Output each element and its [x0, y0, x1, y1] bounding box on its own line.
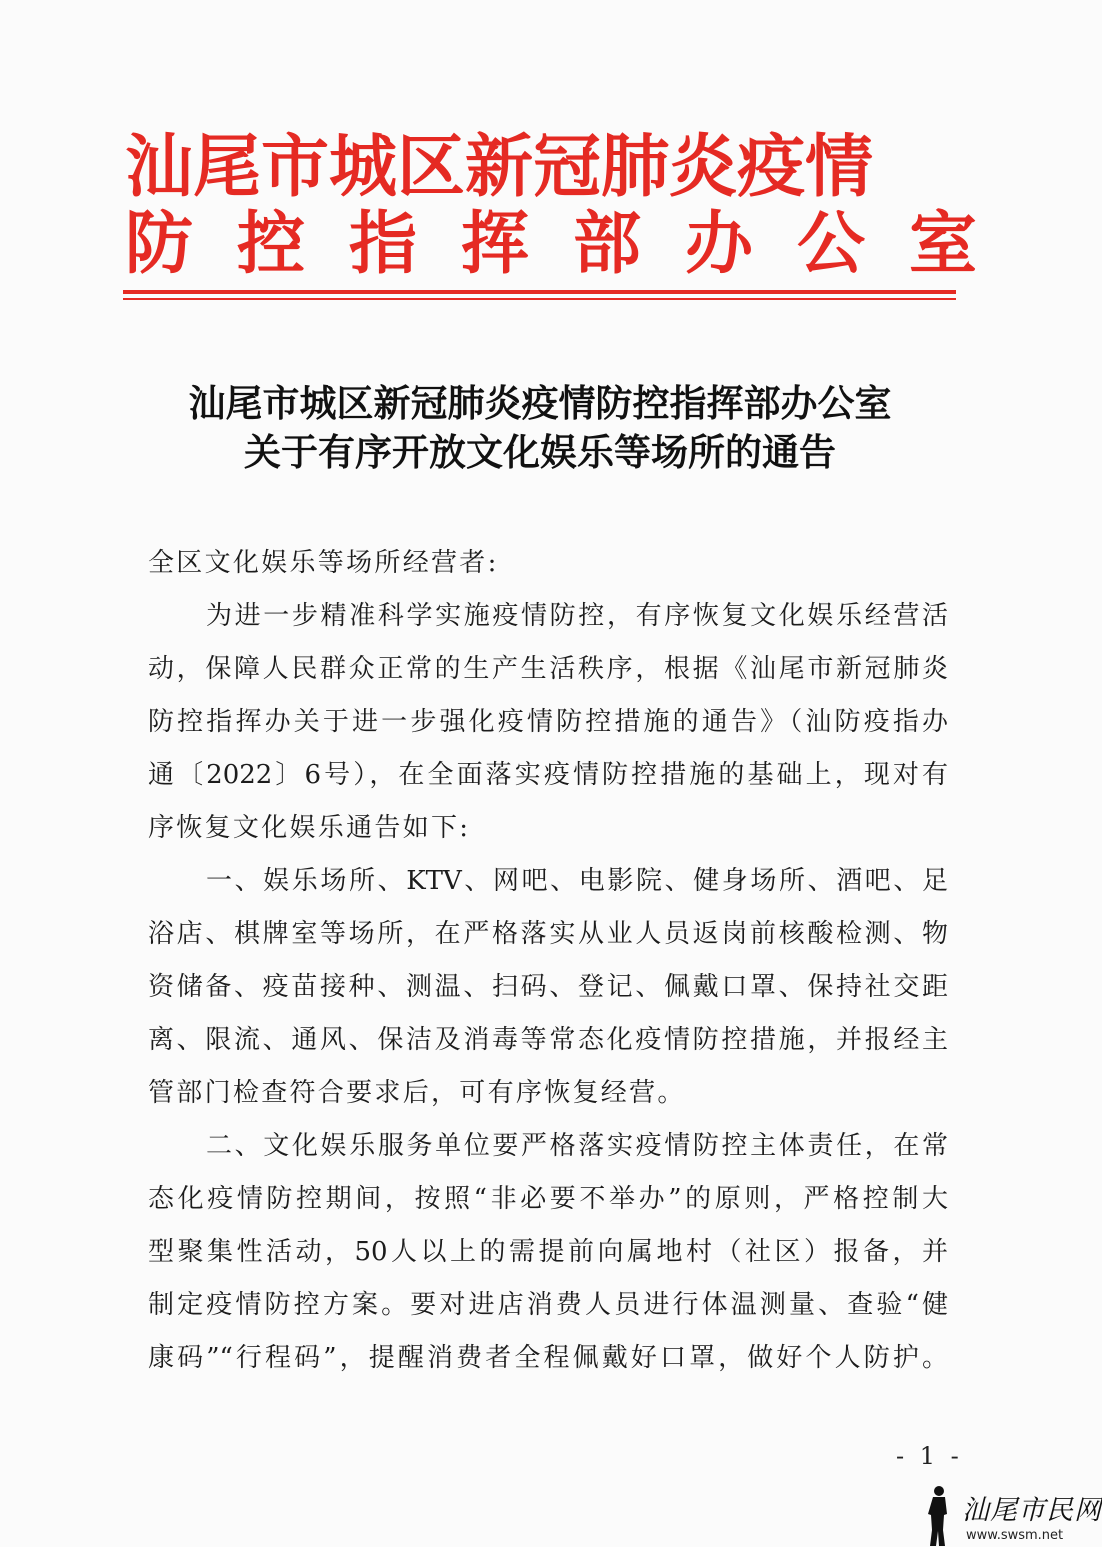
body-line: 型聚集性活动，50人以上的需提前向属地村（社区）报备，并 [148, 1237, 948, 1267]
issuer-header-line-2: 防控指挥部办公室 [125, 204, 1022, 284]
body-line: 二、文化娱乐服务单位要严格落实疫情防控主体责任，在常 [206, 1131, 948, 1161]
body-line: 离、限流、通风、保洁及消毒等常态化疫情防控措施，并报经主 [148, 1025, 948, 1055]
watermark-url: www.swsm.net [966, 1528, 1064, 1543]
body-line: 态化疫情防控期间，按照“非必要不举办”的原则，严格控制大 [148, 1184, 948, 1214]
salutation: 全区文化娱乐等场所经营者: [148, 548, 499, 578]
person-silhouette-icon [912, 1484, 962, 1547]
watermark-site-name: 汕尾市民网 [962, 1495, 1102, 1526]
body-line: 一、娱乐场所、KTV、网吧、电影院、健身场所、酒吧、足 [206, 866, 948, 896]
issuer-header-line-1: 汕尾市城区新冠肺炎疫情 [125, 127, 874, 207]
document-title-line-2: 关于有序开放文化娱乐等场所的通告 [244, 430, 836, 474]
body-line: 康码”“行程码”，提醒消费者全程佩戴好口罩，做好个人防护。 [148, 1343, 948, 1373]
body-line: 为进一步精准科学实施疫情防控，有序恢复文化娱乐经营活 [206, 601, 948, 631]
red-header-rule [123, 290, 956, 294]
body-line: 动，保障人民群众正常的生产生活秩序，根据《汕尾市新冠肺炎 [148, 654, 948, 684]
body-line: 浴店、棋牌室等场所，在严格落实从业人员返岗前核酸检测、物 [148, 919, 948, 949]
red-header-rule-thin [123, 298, 956, 300]
body-line: 序恢复文化娱乐通告如下: [148, 813, 471, 843]
body-line: 管部门检查符合要求后，可有序恢复经营。 [148, 1078, 686, 1108]
body-line: 资储备、疫苗接种、测温、扫码、登记、佩戴口罩、保持社交距 [148, 972, 948, 1002]
body-line: 通〔2022〕6号），在全面落实疫情防控措施的基础上，现对有 [148, 760, 948, 790]
site-watermark [912, 1484, 1102, 1547]
body-line: 防控指挥办关于进一步强化疫情防控措施的通告》（汕防疫指办 [148, 707, 948, 737]
page-number: - 1 - [896, 1442, 963, 1470]
document-title-line-1: 汕尾市城区新冠肺炎疫情防控指挥部办公室 [188, 381, 892, 425]
body-line: 制定疫情防控方案。要对进店消费人员进行体温测量、查验“健 [148, 1290, 948, 1320]
